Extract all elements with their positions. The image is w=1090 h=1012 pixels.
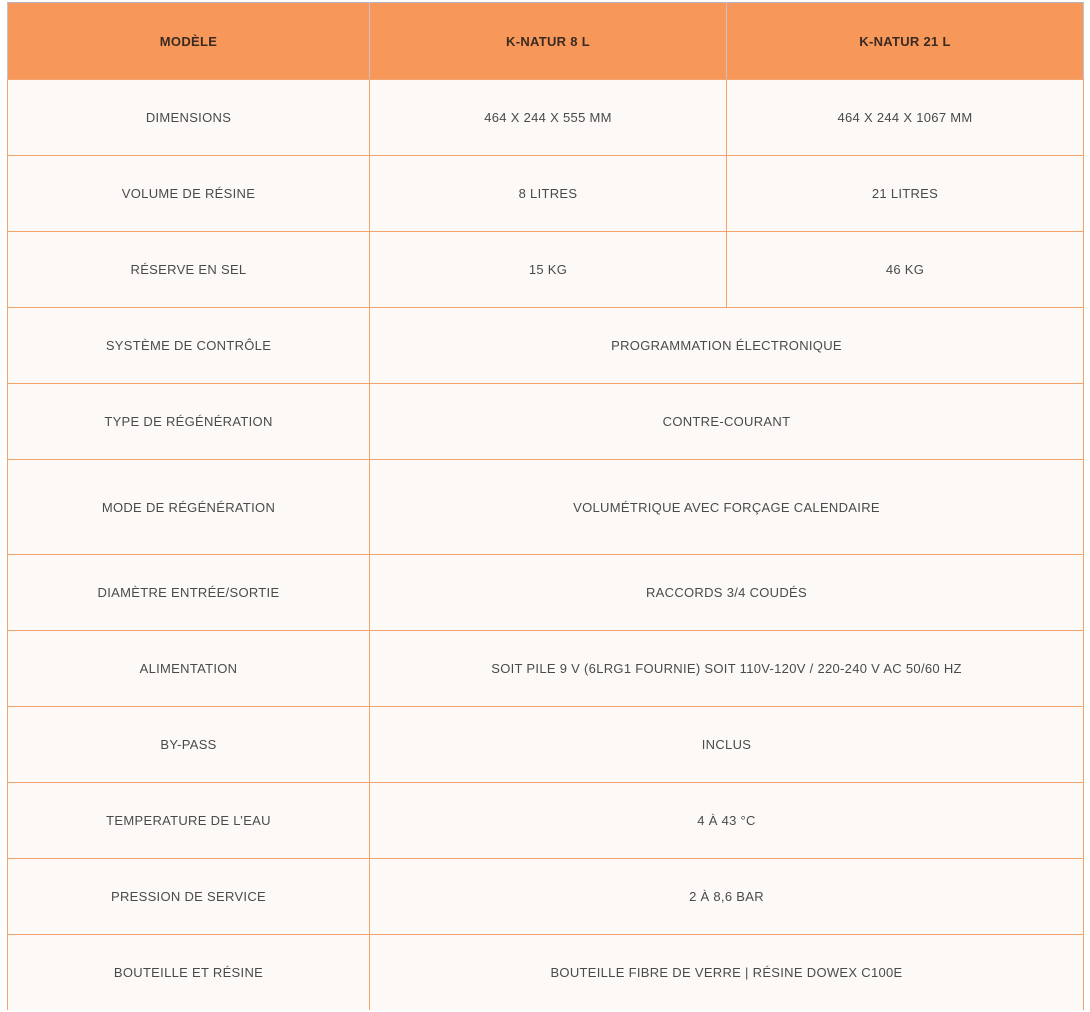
table-row [8, 384, 1084, 460]
row-value-8l: 15 KG [370, 232, 727, 308]
row-label: BOUTEILLE ET RÉSINE [8, 935, 370, 1011]
table-row [8, 80, 1084, 156]
table-row [8, 308, 1084, 384]
row-value-8l: 464 X 244 X 555 MM [370, 80, 727, 156]
row-label: BY-PASS [8, 707, 370, 783]
table-row [8, 707, 1084, 783]
row-value-8l: 8 LITRES [370, 156, 727, 232]
row-label: PRESSION DE SERVICE [8, 859, 370, 935]
row-value: VOLUMÉTRIQUE AVEC FORÇAGE CALENDAIRE [370, 460, 1084, 555]
row-label: ALIMENTATION [8, 631, 370, 707]
row-value: SOIT PILE 9 V (6LRG1 FOURNIE) SOIT 110V-120V / 220-240 V AC 50/60 HZ [370, 631, 1084, 707]
row-label: RÉSERVE EN SEL [8, 232, 370, 308]
row-label: TYPE DE RÉGÉNÉRATION [8, 384, 370, 460]
row-value-21l: 21 LITRES [727, 156, 1084, 232]
table-row [8, 156, 1084, 232]
row-label: DIAMÈTRE ENTRÉE/SORTIE [8, 555, 370, 631]
row-label: MODE DE RÉGÉNÉRATION [8, 460, 370, 555]
table-row [8, 631, 1084, 707]
row-label: VOLUME DE RÉSINE [8, 156, 370, 232]
header-k-natur-8l: K-NATUR 8 L [370, 3, 727, 80]
row-label: DIMENSIONS [8, 80, 370, 156]
row-value: RACCORDS 3/4 COUDÉS [370, 555, 1084, 631]
row-label: SYSTÈME DE CONTRÔLE [8, 308, 370, 384]
spec-table [7, 2, 1084, 1010]
row-label: TEMPERATURE DE L’EAU [8, 783, 370, 859]
table-row [8, 232, 1084, 308]
table-row [8, 460, 1084, 555]
table-row [8, 555, 1084, 631]
row-value: INCLUS [370, 707, 1084, 783]
table-row [8, 859, 1084, 935]
row-value-21l: 464 X 244 X 1067 MM [727, 80, 1084, 156]
header-k-natur-21l: K-NATUR 21 L [727, 3, 1084, 80]
row-value-21l: 46 KG [727, 232, 1084, 308]
table-row [8, 783, 1084, 859]
row-value: 4 À 43 °C [370, 783, 1084, 859]
header-row [8, 3, 1084, 80]
row-value: PROGRAMMATION ÉLECTRONIQUE [370, 308, 1084, 384]
table-row [8, 935, 1084, 1011]
row-value: 2 À 8,6 BAR [370, 859, 1084, 935]
header-model: MODÈLE [8, 3, 370, 80]
row-value: BOUTEILLE FIBRE DE VERRE | RÉSINE DOWEX C100E [370, 935, 1084, 1011]
row-value: CONTRE-COURANT [370, 384, 1084, 460]
